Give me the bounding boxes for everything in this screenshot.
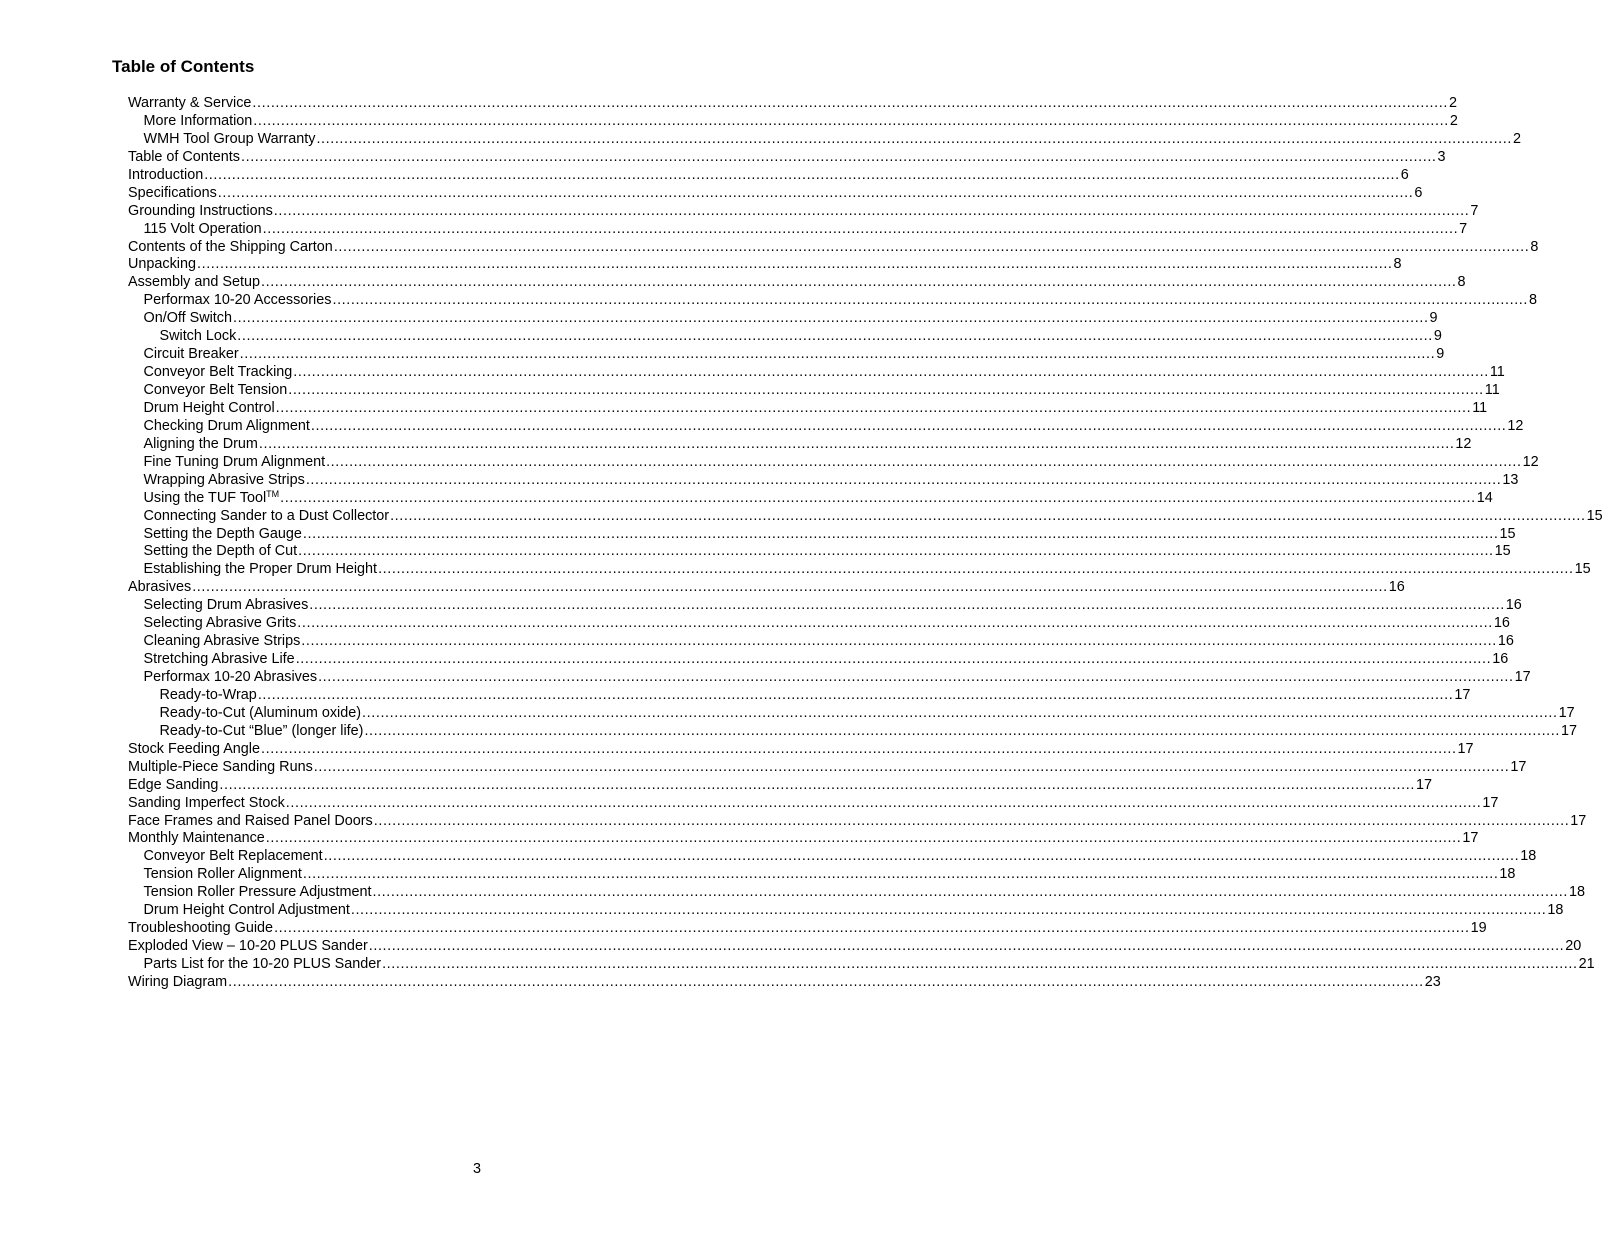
toc-entry-title [128, 274, 260, 292]
toc-entry[interactable] [128, 866, 1516, 884]
trademark-superscript: TM [266, 488, 280, 499]
toc-entry-page: 9 [1436, 346, 1445, 363]
toc-entry[interactable] [128, 417, 1524, 436]
toc-entry-page: 15 [1574, 561, 1591, 578]
dot-leader: .................................................................................................................................................................................................................................................................... [274, 920, 1470, 937]
toc-entry-page: 17 [1510, 758, 1527, 775]
dot-leader: .................................................................................................................................................................................................................................................................... [228, 973, 1424, 990]
toc-entry-title [144, 508, 390, 526]
toc-entry[interactable] [128, 399, 1488, 418]
toc-entry[interactable] [128, 758, 1527, 777]
toc-entry-title-text: Fine Tuning Drum Alignment [143, 453, 326, 470]
toc-entry-title-text: Aligning the Drum [143, 435, 258, 452]
toc-entry-page: 8 [1393, 256, 1402, 273]
toc-entry[interactable] [128, 902, 1564, 920]
toc-entry-page: 9 [1429, 310, 1438, 327]
toc-entry-title-text: Tension Roller Pressure Adjustment [143, 884, 372, 901]
toc-entry-page: 12 [1522, 453, 1539, 470]
toc-entry-page: 8 [1530, 238, 1539, 255]
dot-leader: .................................................................................................................................................................................................................................................................... [262, 220, 1459, 237]
toc-entry-page: 16 [1388, 579, 1405, 596]
toc-entry-title-text: Ready-to-Wrap [159, 686, 257, 703]
toc-entry[interactable] [128, 471, 1519, 490]
dot-leader: .................................................................................................................................................................................................................................................................... [233, 310, 1429, 327]
toc-entry[interactable] [128, 382, 1500, 400]
toc-entry-page: 17 [1570, 812, 1587, 829]
toc-entry-title [128, 759, 313, 777]
toc-entry-title-text: Conveyor Belt Tension [143, 382, 288, 398]
toc-entry[interactable] [128, 184, 1423, 203]
toc-entry-title-text: Edge Sanding [128, 776, 219, 793]
toc-entry-page: 13 [1502, 471, 1519, 488]
toc-entry-page: 17 [1558, 704, 1575, 721]
toc-entry[interactable] [128, 956, 1595, 974]
toc-list [128, 95, 1603, 992]
toc-entry-title [128, 239, 333, 257]
toc-entry-page: 19 [1470, 920, 1487, 937]
dot-leader: .................................................................................................................................................................................................................................................................... [261, 740, 1457, 757]
toc-entry-page: 18 [1520, 848, 1537, 865]
toc-entry-title [128, 777, 218, 795]
toc-entry-title-text: Drum Height Control Adjustment [143, 902, 350, 919]
toc-entry-title [144, 651, 295, 669]
toc-entry-title [144, 902, 350, 920]
toc-entry-title [144, 418, 310, 436]
toc-entry-title [128, 256, 196, 274]
toc-entry-title-text: Specifications [128, 184, 217, 201]
toc-entry[interactable] [128, 830, 1479, 848]
dot-leader: .................................................................................................................................................................................................................................................................... [333, 238, 1530, 255]
toc-entry-title-text: Ready-to-Cut “Blue” (longer life) [159, 722, 364, 739]
toc-entry[interactable] [128, 812, 1587, 831]
toc-entry-title-text: Exploded View – 10-20 PLUS Sander [128, 938, 368, 955]
dot-leader: .................................................................................................................................................................................................................................................................... [280, 489, 1476, 506]
dot-leader: .................................................................................................................................................................................................................................................................... [273, 202, 1470, 219]
dot-leader: .................................................................................................................................................................................................................................................................... [318, 669, 1514, 685]
toc-entry-page: 17 [1457, 740, 1474, 757]
toc-entry[interactable] [128, 651, 1509, 669]
toc-entry-page: 9 [1433, 328, 1442, 345]
page-number: 3 [472, 1161, 481, 1177]
toc-entry[interactable] [128, 740, 1474, 759]
toc-entry-page: 14 [1476, 489, 1493, 506]
toc-entry[interactable] [128, 130, 1521, 149]
toc-entry-page: 11 [1489, 364, 1505, 381]
toc-entry-page: 16 [1505, 597, 1522, 614]
toc-entry-title [144, 131, 316, 149]
toc-entry-title [144, 615, 297, 633]
toc-entry-title-text: Connecting Sander to a Dust Collector [143, 507, 390, 524]
toc-entry-title [128, 795, 285, 813]
toc-entry-title [144, 221, 262, 239]
toc-entry-title-text: Setting the Depth of Cut [143, 543, 298, 560]
toc-entry-page: 6 [1414, 184, 1423, 201]
toc-entry-title [144, 597, 309, 615]
toc-entry-page: 18 [1547, 902, 1564, 919]
toc-entry-title-text: Face Frames and Raised Panel Doors [128, 812, 373, 829]
toc-entry-page: 2 [1449, 112, 1458, 129]
toc-entry[interactable] [128, 884, 1586, 902]
toc-entry-title-text: Selecting Drum Abrasives [143, 597, 309, 614]
toc-entry[interactable] [128, 848, 1537, 866]
toc-entry-title [144, 310, 233, 328]
dot-leader: .................................................................................................................................................................................................................................................................... [237, 328, 1433, 345]
toc-entry[interactable] [128, 112, 1458, 131]
toc-entry[interactable] [128, 938, 1582, 956]
dot-leader: .................................................................................................................................................................................................................................................................... [257, 686, 1454, 703]
dot-leader: .................................................................................................................................................................................................................................................................... [261, 274, 1457, 291]
toc-entry-title [128, 149, 240, 167]
toc-entry-title-text: Performax 10-20 Accessories [143, 292, 332, 309]
toc-entry-title-text: Stretching Abrasive Life [143, 651, 295, 668]
toc-entry-title-text: Circuit Breaker [143, 346, 239, 363]
toc-entry-title-text: Tension Roller Alignment [143, 866, 302, 883]
dot-leader: .................................................................................................................................................................................................................................................................... [297, 615, 1493, 632]
toc-entry[interactable] [128, 543, 1511, 561]
dot-leader: .................................................................................................................................................................................................................................................................... [310, 417, 1507, 434]
toc-entry-title [128, 203, 273, 221]
toc-entry-page: 16 [1492, 651, 1509, 668]
toc-entry[interactable] [128, 95, 1457, 113]
toc-entry-title [144, 633, 301, 651]
toc-entry-title-text: Wrapping Abrasive Strips [143, 471, 305, 488]
toc-entry-title-text: Parts List for the 10-20 PLUS Sander [143, 956, 382, 972]
dot-leader: .................................................................................................................................................................................................................................................................... [295, 651, 1492, 668]
dot-leader: .................................................................................................................................................................................................................................................................... [252, 95, 1448, 111]
dot-leader: .................................................................................................................................................................................................................................................................... [302, 866, 1499, 883]
toc-entry-title-text: Setting the Depth Gauge [143, 525, 302, 542]
toc-entry[interactable] [128, 310, 1438, 328]
toc-entry-title [144, 346, 239, 364]
dot-leader: .................................................................................................................................................................................................................................................................... [364, 722, 1560, 739]
toc-entry-page: 6 [1400, 166, 1409, 183]
dot-leader: .................................................................................................................................................................................................................................................................... [316, 130, 1512, 147]
toc-entry[interactable] [128, 148, 1446, 167]
dot-leader: .................................................................................................................................................................................................................................................................... [302, 525, 1499, 542]
toc-entry[interactable] [128, 615, 1510, 633]
toc-entry-title [128, 920, 273, 938]
toc-entry-title [144, 113, 253, 131]
toc-entry[interactable] [128, 274, 1466, 292]
dot-leader: .................................................................................................................................................................................................................................................................... [305, 471, 1502, 488]
toc-entry-page: 17 [1454, 686, 1471, 703]
toc-entry-title [144, 866, 302, 884]
toc-entry-page: 15 [1499, 525, 1516, 542]
toc-entry-title [144, 472, 305, 490]
dot-leader: .................................................................................................................................................................................................................................................................... [326, 453, 1522, 470]
toc-entry[interactable] [128, 561, 1591, 579]
toc-entry-title [128, 167, 203, 185]
dot-leader: .................................................................................................................................................................................................................................................................... [390, 507, 1586, 524]
dot-leader: .................................................................................................................................................................................................................................................................... [217, 184, 1414, 201]
toc-entry-title-text: Sanding Imperfect Stock [128, 794, 285, 811]
toc-entry-title [144, 669, 318, 687]
toc-entry-page: 12 [1507, 417, 1524, 434]
dot-leader: .................................................................................................................................................................................................................................................................... [382, 956, 1578, 972]
dot-leader: .................................................................................................................................................................................................................................................................... [298, 543, 1494, 560]
toc-entry-page: 17 [1482, 794, 1499, 811]
dot-leader: .................................................................................................................................................................................................................................................................... [372, 884, 1568, 901]
dot-leader: .................................................................................................................................................................................................................................................................... [313, 758, 1510, 775]
toc-entry-title-text: Selecting Abrasive Grits [143, 615, 297, 632]
dot-leader: .................................................................................................................................................................................................................................................................... [332, 292, 1528, 309]
toc-entry[interactable] [128, 238, 1539, 257]
toc-entry-title-text: Grounding Instructions [128, 202, 273, 219]
toc-entry-title [128, 741, 260, 759]
toc-entry[interactable] [128, 364, 1505, 382]
toc-entry-title [144, 848, 323, 866]
toc-entry-title [144, 956, 382, 974]
toc-entry-title-text: Multiple-Piece Sanding Runs [128, 758, 313, 775]
toc-entry-page: 17 [1462, 830, 1479, 847]
toc-entry-page: 16 [1493, 615, 1510, 632]
toc-entry[interactable] [128, 256, 1402, 274]
toc-entry-title [144, 364, 293, 382]
toc-entry[interactable] [128, 704, 1575, 723]
dot-leader: .................................................................................................................................................................................................................................................................... [309, 597, 1505, 614]
toc-entry-page: 17 [1560, 722, 1577, 739]
toc-entry-title-text: More Information [143, 112, 253, 129]
toc-entry-page: 21 [1578, 956, 1595, 972]
toc-entry[interactable] [128, 166, 1409, 185]
toc-entry-title-text: Unpacking [128, 256, 196, 273]
toc-entry-title [144, 292, 332, 310]
toc-entry-title [128, 813, 373, 831]
toc-entry[interactable] [128, 453, 1539, 472]
dot-leader: .................................................................................................................................................................................................................................................................... [378, 561, 1574, 578]
toc-entry-page: 2 [1448, 95, 1457, 111]
toc-entry-title-text: Cleaning Abrasive Strips [143, 633, 301, 650]
toc-entry-title-text: Drum Height Control [143, 399, 275, 416]
toc-entry[interactable] [128, 292, 1538, 310]
toc-entry-title-text: Establishing the Proper Drum Height [143, 561, 378, 578]
toc-entry-page: 18 [1499, 866, 1516, 883]
dot-leader: .................................................................................................................................................................................................................................................................... [253, 112, 1449, 129]
dot-leader: .................................................................................................................................................................................................................................................................... [285, 794, 1482, 811]
toc-entry-title-text: Abrasives [128, 579, 192, 596]
dot-leader: .................................................................................................................................................................................................................................................................... [275, 399, 1472, 416]
toc-entry-title-text: Warranty & Service [128, 95, 252, 111]
toc-entry-title [144, 884, 372, 902]
toc-entry-title-text: 115 Volt Operation [143, 220, 262, 237]
dot-leader: .................................................................................................................................................................................................................................................................... [192, 579, 1388, 596]
toc-entry[interactable] [128, 435, 1472, 454]
toc-entry-page: 12 [1455, 435, 1472, 452]
toc-entry-page: 18 [1569, 884, 1586, 901]
dot-leader: .................................................................................................................................................................................................................................................................... [265, 830, 1462, 847]
toc-entry-title-text: Using the TUF Tool [143, 489, 267, 506]
toc-entry-page: 16 [1497, 633, 1514, 650]
toc-entry-title [144, 561, 378, 579]
toc-entry-page: 2 [1512, 130, 1521, 147]
toc-entry-title-text: Wiring Diagram [128, 973, 228, 990]
toc-entry[interactable] [128, 920, 1487, 938]
toc-entry-page: 23 [1424, 973, 1441, 990]
toc-entry-title [144, 490, 280, 508]
dot-leader: .................................................................................................................................................................................................................................................................... [362, 704, 1558, 721]
dot-leader: .................................................................................................................................................................................................................................................................... [350, 902, 1547, 919]
toc-entry-title [128, 974, 227, 992]
toc-entry-page: 15 [1494, 543, 1511, 560]
toc-entry-title [128, 95, 251, 113]
toc-entry[interactable] [128, 346, 1445, 364]
toc-entry-title [128, 938, 368, 956]
dot-leader: .................................................................................................................................................................................................................................................................... [288, 382, 1484, 398]
toc-entry[interactable] [128, 973, 1441, 992]
dot-leader: .................................................................................................................................................................................................................................................................... [258, 435, 1455, 452]
toc-entry[interactable] [128, 686, 1471, 705]
toc-entry-title-text: Introduction [128, 166, 204, 183]
page-title: Table of Contents [112, 57, 255, 76]
toc-entry-page: 3 [1437, 148, 1446, 165]
toc-entry[interactable] [128, 597, 1522, 615]
toc-entry-title-text: Assembly and Setup [128, 274, 260, 291]
dot-leader: .................................................................................................................................................................................................................................................................... [301, 633, 1497, 650]
dot-leader: .................................................................................................................................................................................................................................................................... [368, 938, 1565, 955]
toc-entry-title [144, 543, 298, 561]
toc-entry-title [144, 454, 326, 472]
toc-entry[interactable] [128, 722, 1577, 741]
dot-leader: .................................................................................................................................................................................................................................................................... [241, 148, 1437, 165]
toc-entry-title-text: Monthly Maintenance [128, 830, 265, 847]
toc-entry-title [128, 579, 191, 597]
toc-entry[interactable] [128, 488, 1493, 508]
dot-leader: .................................................................................................................................................................................................................................................................... [219, 776, 1415, 793]
toc-entry[interactable] [128, 776, 1432, 795]
toc-entry-title-text: Performax 10-20 Abrasives [143, 669, 318, 685]
toc-entry[interactable] [128, 669, 1531, 687]
toc-entry-page: 8 [1457, 274, 1466, 291]
toc-entry-title-text: Conveyor Belt Replacement [143, 848, 323, 865]
toc-entry-page: 7 [1459, 220, 1468, 237]
dot-leader: .................................................................................................................................................................................................................................................................... [373, 812, 1570, 829]
dot-leader: .................................................................................................................................................................................................................................................................... [323, 848, 1520, 865]
dot-leader: .................................................................................................................................................................................................................................................................... [204, 166, 1400, 183]
toc-entry-page: 17 [1514, 669, 1531, 685]
dot-leader: .................................................................................................................................................................................................................................................................... [293, 364, 1489, 381]
toc-entry-title-text: Conveyor Belt Tracking [143, 364, 293, 381]
toc-entry-title-text: Table of Contents [128, 148, 240, 165]
toc-entry-page: 15 [1586, 507, 1603, 524]
toc-entry-title-text: Switch Lock [159, 328, 237, 345]
toc-entry-title [160, 705, 362, 723]
toc-entry[interactable] [128, 633, 1514, 651]
toc-entry-title [128, 185, 217, 203]
toc-entry-title [144, 436, 258, 454]
toc-entry-title-text: On/Off Switch [143, 310, 233, 327]
toc-entry[interactable] [128, 794, 1499, 813]
toc-entry-page: 11 [1472, 399, 1488, 416]
toc-entry-page: 11 [1484, 382, 1500, 398]
toc-entry[interactable] [128, 220, 1468, 239]
toc-entry-title [160, 687, 257, 705]
toc-entry-title [160, 723, 364, 741]
toc-entry-title [128, 830, 265, 848]
toc-entry-title-text: Stock Feeding Angle [128, 740, 261, 757]
toc-entry-title-text: Ready-to-Cut (Aluminum oxide) [159, 704, 362, 721]
toc-entry-page: 7 [1470, 202, 1479, 219]
toc-entry[interactable] [128, 525, 1516, 544]
toc-entry-title [144, 382, 288, 400]
toc-entry-page: 8 [1529, 292, 1538, 309]
toc-entry-title [144, 526, 302, 544]
toc-entry[interactable] [128, 579, 1405, 597]
toc-entry-title-text: WMH Tool Group Warranty [143, 130, 316, 147]
toc-entry[interactable] [128, 507, 1603, 526]
toc-entry-page: 20 [1565, 938, 1582, 955]
toc-entry-title [160, 328, 237, 346]
toc-entry-page: 17 [1415, 776, 1432, 793]
toc-entry[interactable] [128, 328, 1442, 346]
toc-entry-title-text: Troubleshooting Guide [128, 920, 274, 937]
toc-entry-title [144, 400, 275, 418]
toc-entry-title-text: Contents of the Shipping Carton [128, 238, 333, 255]
dot-leader: .................................................................................................................................................................................................................................................................... [239, 346, 1436, 363]
dot-leader: .................................................................................................................................................................................................................................................................... [197, 256, 1393, 273]
toc-entry-title-text: Checking Drum Alignment [143, 417, 310, 434]
toc-entry[interactable] [128, 202, 1479, 221]
